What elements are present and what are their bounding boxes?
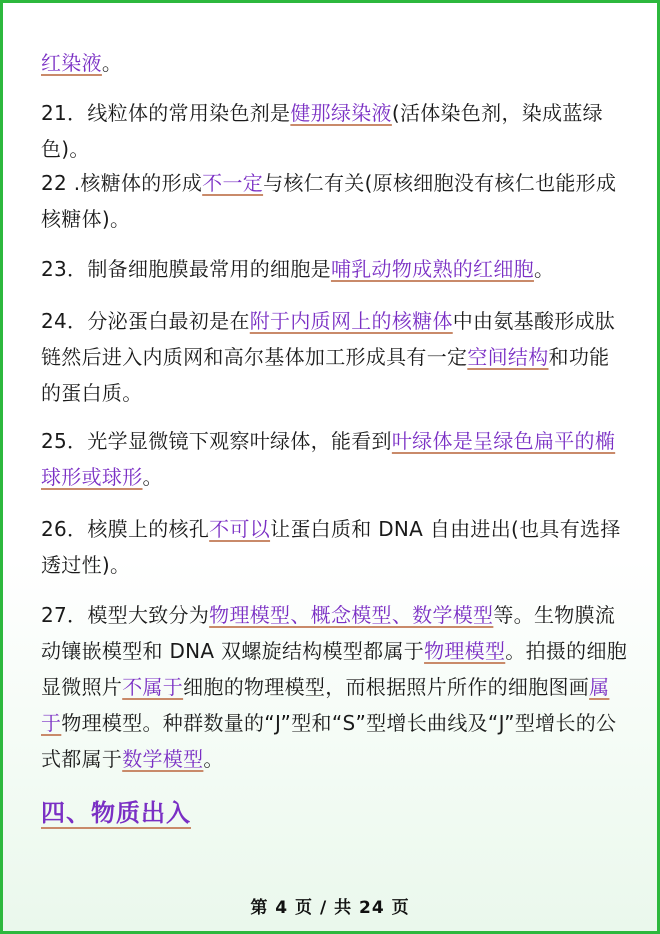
text-segment: 。: [203, 747, 224, 771]
item-25: [41, 423, 629, 495]
item-26: [41, 511, 629, 583]
text-segment: 让蛋白质和 DNA 自由进出(也具有选择透过性)。: [41, 517, 621, 577]
item-21: [41, 95, 629, 167]
text-segment: 等。生物膜流动镶嵌模型和 DNA 双螺旋结构模型都属于: [41, 603, 616, 663]
highlight-term: 物理模型: [424, 639, 506, 663]
text-segment: 22 .核糖体的形成: [41, 171, 203, 195]
text-segment: 23．制备细胞膜最常用的细胞是: [41, 257, 331, 281]
text-segment: 中由氨基酸形成肽链然后进入内质网和高尔基体加工形成具有一定: [41, 309, 616, 369]
text-segment: 26．核膜上的核孔: [41, 517, 210, 541]
text-segment: (活体染色剂，染成蓝绿色)。: [41, 101, 603, 161]
highlight-term: 红染液: [41, 51, 102, 75]
text-segment: 物理模型。种群数量的“J”型和“S”型增长曲线及“J”型增长的公式都属于: [41, 711, 617, 771]
item-22: [41, 165, 629, 237]
text-segment: 与核仁有关(原核细胞没有核仁也能形成核糖体)。: [41, 171, 617, 231]
item-23: [41, 251, 629, 287]
text-segment: 。: [101, 51, 123, 75]
highlight-term: 叶绿体是呈绿色扁平的椭球形或球形: [41, 429, 616, 489]
highlight-term: 健那绿染液: [290, 101, 392, 125]
item-20-tail: [41, 45, 629, 81]
highlight-term: 数学模型: [122, 747, 204, 771]
highlight-term: 不一定: [202, 171, 264, 195]
item-27: [41, 597, 629, 777]
section-heading: 四、物质出入: [41, 799, 191, 827]
text-segment: 细胞的物理模型，而根据照片所作的细胞图画: [183, 675, 590, 699]
highlight-term: 物理模型、概念模型、数学模型: [209, 603, 494, 627]
highlight-term: 哺乳动物成熟的红细胞: [330, 257, 534, 281]
highlight-term: 附于内质网上的核糖体: [249, 309, 453, 333]
text-segment: 21．线粒体的常用染色剂是: [41, 101, 291, 125]
item-24: [41, 303, 629, 411]
text-segment: 。: [142, 465, 163, 489]
page-footer: 第 4 页 / 共 24 页: [250, 898, 410, 918]
text-segment: 和功能的蛋白质。: [41, 345, 610, 405]
highlight-term: 空间结构: [467, 345, 549, 369]
highlight-term: 不可以: [209, 517, 271, 541]
text-segment: 27．模型大致分为: [41, 603, 210, 627]
text-segment: 。: [533, 257, 555, 281]
text-segment: 24．分泌蛋白最初是在: [41, 309, 250, 333]
highlight-term: 属于: [41, 675, 610, 735]
text-segment: 25．光学显微镜下观察叶绿体，能看到: [41, 429, 392, 453]
highlight-term: 不属于: [122, 675, 184, 699]
text-segment: 。拍摄的细胞显微照片: [41, 639, 628, 699]
